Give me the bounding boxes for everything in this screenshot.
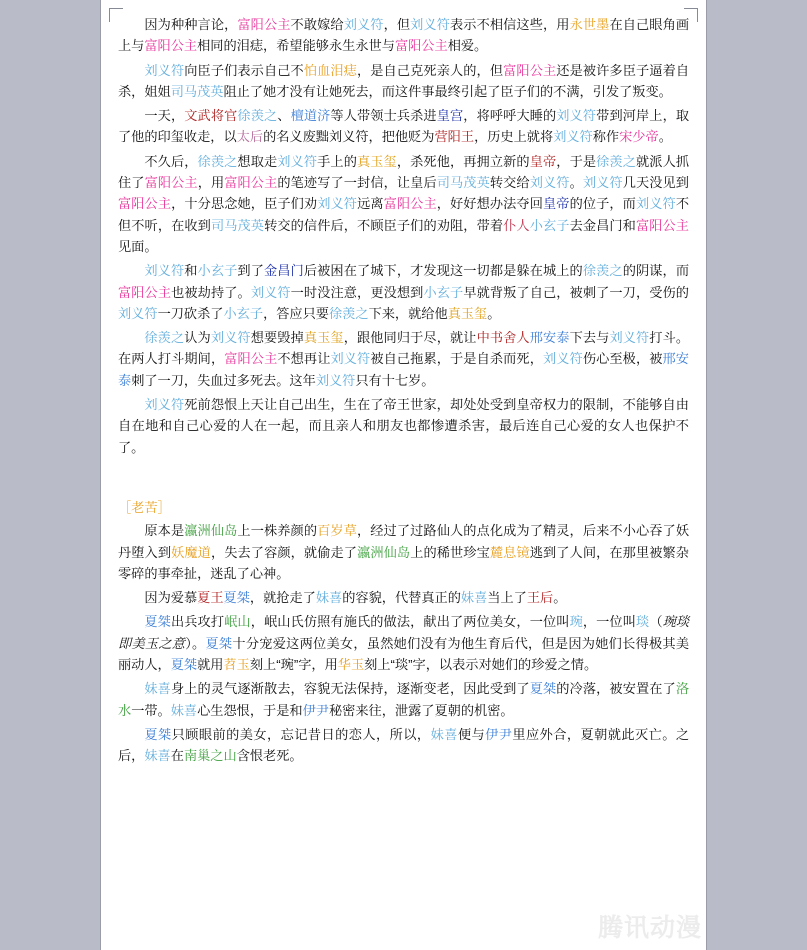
highlight-run-blue: 夏桀	[223, 590, 250, 606]
text-run: ，答应只要	[263, 305, 329, 321]
highlight-run-mauve: 太后	[236, 129, 264, 145]
highlight-run-lightblue: 徐羡之	[596, 153, 636, 169]
text-run: 的阴谋，而	[622, 263, 690, 279]
highlight-run-lightblue: 徐羡之	[237, 108, 278, 124]
highlight-run-pink: 富阳公主	[144, 175, 198, 191]
text-run: 阻止了她才没有让她死去，而这件事最终引起了臣子们的不满，引发了叛变。	[223, 83, 672, 99]
text-run: 带到河岸上，取了他的印玺收走，以	[118, 108, 690, 145]
highlight-run-pink: 富阳公主	[503, 62, 557, 78]
highlight-run-green: 岷山	[224, 614, 251, 630]
highlight-run-blue: 夏桀	[144, 726, 172, 742]
highlight-run-darkred: 文武将官	[184, 108, 238, 124]
highlight-run-lightblue: 妹喜	[315, 590, 343, 606]
text-run: 被自己拖累，于是自杀而死，	[370, 351, 543, 367]
highlight-run-green: 瀛洲仙岛	[184, 523, 238, 539]
highlight-run-lightblue: 刘义符	[635, 196, 676, 212]
highlight-run-pink: 富阳公主	[118, 196, 172, 212]
highlight-run-pink: 富阳公主	[144, 38, 198, 54]
highlight-run-gold: 真玉玺	[303, 330, 344, 346]
highlight-run-lightblue: 刘义符	[556, 108, 597, 124]
text-run: 一带。	[131, 702, 171, 718]
highlight-run-lightblue: 刘义符	[410, 17, 450, 32]
highlight-run-lightblue: 妹喜	[144, 681, 171, 697]
highlight-run-blue: 伊尹	[485, 726, 513, 742]
text-run: 和	[184, 263, 198, 279]
highlight-run-blue: 夏桀	[205, 635, 233, 651]
text-run: 称作	[592, 129, 620, 145]
text-run: 因为爱慕	[144, 590, 198, 606]
text-run: 的笔迹写了一封信，让皇后	[277, 175, 437, 191]
text-run: ，好好想办法夺回	[436, 196, 543, 212]
text-run: 当上了	[487, 590, 527, 606]
text-run: 一天，	[144, 108, 185, 124]
text-run: 死前怨恨上天让自己出生，生在了帝王世家，却处处受到皇帝权力的限制，不能够自由自在地和自己心爱的人在一起，而且亲人和朋友也都惨遭杀害，最后连自己心爱的女人也保护不了。	[118, 397, 689, 455]
highlight-run-darkred: 王后	[526, 590, 554, 606]
section-laoku	[118, 497, 689, 767]
paragraph	[118, 724, 689, 767]
text-run: 原本是	[144, 523, 185, 539]
text-run: 。	[487, 305, 501, 321]
section-separator	[118, 461, 689, 497]
highlight-run-pink: 宋少帝	[619, 129, 659, 145]
paragraph	[118, 520, 689, 584]
highlight-run-lightblue: 妹喜	[460, 590, 488, 606]
highlight-run-blue: 檀道济	[290, 108, 331, 124]
highlight-run-green: 瀛洲仙岛	[357, 544, 411, 560]
highlight-run-lightblue: 小玄子	[529, 217, 570, 233]
text-run: 下去与	[569, 330, 610, 346]
highlight-run-lightblue: 刘义符	[330, 351, 371, 367]
highlight-run-lightblue: 刘义符	[210, 330, 251, 346]
text-run: 也被劫持了。	[171, 284, 251, 300]
text-run: 不但不听，在收到	[118, 196, 689, 233]
highlight-run-blue: 伊尹	[302, 702, 329, 718]
text-run: 的冷落，被安置在了	[556, 681, 676, 697]
text-run: ，杀死他，再拥立新的	[396, 153, 530, 169]
text-run: 表示不相信这些，用	[450, 17, 570, 32]
highlight-run-lightblue: 刘义符	[553, 129, 593, 145]
highlight-run-darkblue: 皇帝	[543, 196, 570, 212]
highlight-run-lightblue: 刘义符	[343, 17, 384, 32]
text-run: 一刀砍杀了	[157, 305, 224, 321]
text-run: 远离	[357, 196, 384, 212]
text-run: ，用	[197, 175, 225, 191]
text-run: ，岷山氏仿照有施氏的做法，献出了两位美女，一位叫	[250, 614, 570, 630]
text-run: 认为	[184, 330, 211, 346]
highlight-run-blue: 夏桀	[529, 681, 557, 697]
text-run: 的名义废黜刘义符，把他贬为	[263, 129, 435, 145]
highlight-run-pink: 富阳公主	[394, 38, 448, 54]
text-run: 心生怨恨，于是和	[197, 702, 303, 718]
text-run: ，是自己克死亲人的，但	[356, 62, 504, 78]
highlight-run-darkred: 中书舍人	[476, 330, 530, 346]
text-run: 打斗。在两人打斗期间，	[118, 330, 690, 367]
text-run: 因为种种言论，	[144, 17, 238, 32]
highlight-run-lightblue: 司马茂英	[436, 175, 490, 191]
text-run: 见面。	[118, 238, 158, 254]
paragraph	[118, 151, 689, 257]
highlight-run-orange: 永世墨	[569, 17, 610, 32]
text-run: 一时没注意，更没想到	[290, 284, 424, 300]
text-run: 相同的泪痣，希望能够永生永世与	[197, 38, 395, 54]
highlight-run-pink: 富阳公主	[635, 217, 689, 233]
highlight-run-darkblue: 皇宫	[436, 108, 464, 124]
highlight-run-darkred: 营阳王	[434, 129, 475, 145]
highlight-run-lightblue: 司马茂英	[170, 83, 224, 99]
text-run: ，将呼呼大睡的	[463, 108, 557, 124]
highlight-run-lightblue: 刘义符	[250, 284, 291, 300]
highlight-run-lightblue: 妹喜	[170, 702, 198, 718]
highlight-run-green: 南巢之山	[183, 748, 237, 764]
highlight-run-pink: 富阳公主	[118, 284, 172, 300]
text-run: 。	[569, 175, 583, 191]
text-run: ，一位叫	[582, 614, 637, 630]
text-run: 出兵攻打	[170, 614, 225, 630]
text-run: 身上的灵气逐渐散去，容貌无法保持，逐渐变老，因此受到了	[170, 681, 530, 697]
paragraph	[118, 60, 689, 103]
highlight-run-gold: 真玉玺	[356, 153, 397, 169]
highlight-run-pink: 富阳公主	[224, 351, 278, 367]
text-run: 刻上“琰”字，以表示对她们的珍爱之情。	[364, 657, 598, 673]
paragraph	[118, 260, 689, 324]
text-run: 就派人抓住了	[118, 153, 690, 191]
text-run: ，十分思念她，臣子们劝	[171, 196, 318, 212]
text-run: 就用	[197, 657, 224, 673]
text-run: ）。	[185, 635, 206, 651]
highlight-run-lightblue: 徐羡之	[144, 330, 185, 346]
text-run: 转交的信件后，不顾臣子们的劝阻，带着	[264, 217, 504, 233]
text-run: 到了	[237, 263, 264, 279]
text-run: 转交给	[489, 175, 530, 191]
highlight-run-lightblue: 刘义符	[543, 351, 583, 367]
text-run: 后被困在了城下，才发现这一切都是躲在城上的	[303, 263, 583, 279]
text-run: ，就抢走了	[249, 590, 316, 606]
text-run: 相爱。	[447, 38, 488, 54]
text-run: ，于是	[556, 153, 597, 169]
text-run: ，但	[383, 17, 411, 32]
highlight-run-lightblue: 刘义符	[118, 305, 158, 321]
highlight-run-blue: 邢安泰	[118, 351, 689, 388]
text-run: 想取走	[237, 153, 278, 169]
highlight-run-pink: 富阳公主	[383, 196, 437, 212]
text-run: 。	[658, 129, 672, 145]
text-run: 不久后，	[144, 153, 198, 169]
highlight-run-lightblue: 琬	[569, 614, 583, 630]
highlight-run-italic: 琬琰即美玉之意	[118, 614, 690, 651]
text-run: 几天没见到	[622, 175, 689, 191]
text-run: 、	[277, 108, 291, 124]
text-run: 上的稀世珍宝	[410, 544, 490, 560]
highlight-run-lightblue: 刘义符	[144, 62, 185, 78]
text-run: 不敢嫁给	[290, 17, 344, 32]
highlight-run-lightblue: 刘义符	[529, 175, 570, 191]
paragraph	[118, 587, 689, 608]
highlight-run-pink: 富阳公主	[237, 17, 291, 32]
highlight-run-lightblue: 小玄子	[223, 305, 264, 321]
paragraph	[118, 14, 689, 57]
highlight-run-lightblue: 刘义符	[144, 263, 185, 279]
highlight-run-darkred: 皇帝	[529, 153, 557, 169]
highlight-run-gold: 真玉玺	[447, 305, 488, 321]
paragraph	[118, 611, 689, 675]
text-run: 手上的	[317, 153, 357, 169]
text-run: 的位子，而	[569, 196, 636, 212]
highlight-run-orange: 百岁草	[317, 523, 357, 539]
text-run: 去金昌门和	[569, 217, 636, 233]
highlight-run-lightblue: 妹喜	[430, 726, 458, 742]
text-run: 在	[170, 748, 184, 764]
text-run: 还是被许多臣子逼着自杀，姐姐	[118, 62, 690, 99]
highlight-run-lightblue: 刘义符	[277, 153, 318, 169]
highlight-run-lightblue: 小玄子	[197, 263, 238, 279]
text-run: 。	[553, 590, 567, 606]
highlight-run-pink: 富阳公主	[224, 175, 278, 191]
highlight-run-lightblue: 琰	[636, 614, 650, 630]
highlight-run-lightblue: 小玄子	[423, 284, 464, 300]
document-body	[101, 0, 706, 950]
text-run: ，经过了过路仙人的点化成为了精灵，后来不小心吞了妖丹堕入到	[118, 523, 690, 560]
text-run: 不想再让	[277, 351, 331, 367]
highlight-run-lightblue: 司马茂英	[210, 217, 265, 233]
text-run: ，历史上就将	[474, 129, 554, 145]
highlight-run-orange: 妖魔道	[171, 544, 211, 560]
text-run: 的容貌，代替真正的	[342, 590, 461, 606]
highlight-run-lightblue: 刘义符	[317, 196, 358, 212]
highlight-run-lightblue: 刘义符	[144, 397, 185, 413]
text-run: ，跟他同归于尽，就让	[343, 330, 477, 346]
highlight-run-orange: 苕玉	[223, 657, 250, 673]
text-run: 刺了一刀，失血过多死去。这年	[131, 372, 316, 388]
text-run: 便与	[457, 726, 486, 742]
section-heading: ［老苦］	[118, 499, 171, 515]
text-run: 刻上“琬”字，用	[249, 657, 338, 673]
paragraph	[118, 327, 689, 391]
highlight-run-lightblue: 徐羡之	[329, 305, 369, 321]
highlight-run-blue: 夏桀	[144, 614, 171, 630]
paragraph	[118, 394, 689, 458]
highlight-run-lightblue: 妹喜	[144, 748, 171, 764]
paragraph	[118, 105, 689, 148]
highlight-run-orange: 华玉	[337, 657, 365, 673]
section-liu-yifu	[118, 14, 689, 458]
highlight-run-lightblue: 徐羡之	[582, 263, 623, 279]
highlight-run-blue: 夏桀	[170, 657, 198, 673]
text-run: ，失去了容颜，就偷走了	[210, 544, 358, 560]
text-run: 下来，就给他	[368, 305, 448, 321]
watermark: 腾讯动漫	[597, 914, 702, 942]
text-run: 秘密来往，泄露了夏朝的机密。	[329, 702, 514, 718]
document-page	[100, 0, 707, 950]
text-run: 逃到了人间，在那里被繁杂零碎的事牵扯，迷乱了心神。	[118, 544, 689, 581]
text-run: 等人带领士兵杀进	[330, 108, 437, 124]
highlight-run-darkred: 夏王	[197, 590, 224, 606]
text-run: 只有十七岁。	[355, 372, 435, 388]
text-run: 只顾眼前的美女，忘记昔日的恋人，所以，	[171, 726, 431, 742]
highlight-run-orange: 麓息镜	[489, 544, 530, 560]
text-run: 早就背叛了自己，被刺了一刀，受伤的	[463, 284, 689, 300]
highlight-run-lightblue: 徐羡之	[197, 153, 238, 169]
highlight-run-crimson: 仆人	[503, 217, 530, 233]
highlight-run-lightblue: 刘义符	[609, 330, 650, 346]
highlight-run-orange: 怕血泪痣	[303, 62, 357, 78]
text-run: 想要毁掉	[250, 330, 304, 346]
text-run: 含恨老死。	[236, 748, 303, 764]
text-run: 上一株养颜的	[237, 523, 318, 539]
text-run: 向臣子们表示自己不	[184, 62, 304, 78]
highlight-run-lightblue: 刘义符	[582, 175, 623, 191]
highlight-run-lightblue: 刘义符	[315, 372, 356, 388]
text-run: 里应外合，夏朝就此灭亡。之后，	[118, 726, 690, 764]
highlight-run-green: 洛水	[118, 681, 690, 718]
highlight-run-blue: 邢安泰	[529, 330, 570, 346]
text-run: 在自己眼角画上与	[118, 17, 690, 54]
text-run: 十分宠爱这两位美女，虽然她们没有为他生育后代，但是因为她们长得极其美丽动人，	[118, 635, 690, 673]
paragraph	[118, 678, 689, 721]
text-run: （	[649, 614, 663, 630]
highlight-run-darkblue: 金昌门	[263, 263, 304, 279]
text-run: 伤心至极，被	[582, 351, 663, 367]
